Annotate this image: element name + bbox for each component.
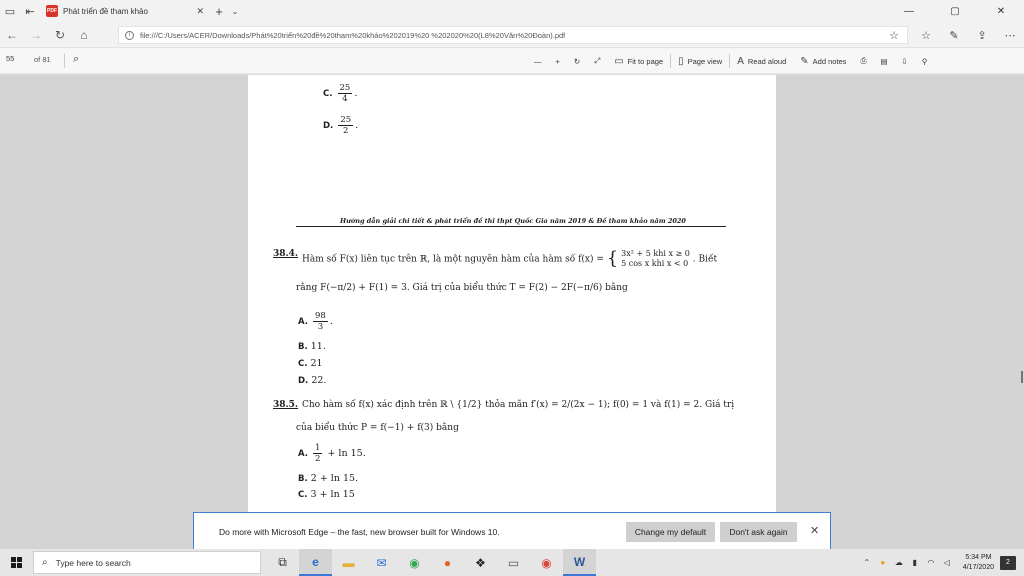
close-window-button[interactable]: ✕ bbox=[996, 5, 1006, 17]
option-label: B. bbox=[298, 342, 308, 352]
wifi-icon[interactable]: ◠ bbox=[927, 558, 935, 567]
page-view-icon: ▯ bbox=[678, 55, 684, 67]
pen-icon: ✎ bbox=[800, 55, 809, 67]
option-value: 2 + ln 15. bbox=[310, 473, 359, 484]
option-value: 11. bbox=[310, 341, 326, 352]
tab-close-icon[interactable]: ✕ bbox=[196, 5, 204, 16]
option-d: D. $\frac{25}{2}$ . bbox=[323, 115, 359, 136]
pdf-tools bbox=[527, 48, 934, 74]
page-view-button[interactable] bbox=[671, 48, 729, 74]
tab-title: Phát triển đề tham khảo bbox=[63, 6, 148, 16]
option-c bbox=[298, 489, 355, 500]
option-label: D. bbox=[323, 121, 334, 131]
clock-time: 5:34 PM bbox=[965, 553, 992, 561]
windows-icon bbox=[11, 557, 22, 568]
option-label: C. bbox=[298, 490, 308, 500]
search-placeholder: Type here to search bbox=[55, 557, 131, 568]
mail-icon[interactable]: ✉ bbox=[376, 555, 387, 570]
piece-1: 3x² + 5 khi x ≥ 0 bbox=[621, 249, 690, 258]
option-d bbox=[298, 375, 326, 386]
denominator: 4 bbox=[342, 94, 348, 104]
dont-ask-again-button[interactable]: Don't ask again bbox=[720, 522, 797, 542]
change-default-button[interactable]: Change my default bbox=[626, 522, 715, 542]
word-icon[interactable]: W bbox=[563, 549, 596, 576]
add-notes-button[interactable] bbox=[793, 48, 853, 74]
header-divider bbox=[296, 226, 726, 227]
option-label: B. bbox=[298, 474, 308, 484]
fit-page-icon: ▭ bbox=[614, 55, 624, 67]
question-number: 38.4. bbox=[273, 249, 299, 259]
numerator: 25 bbox=[340, 115, 352, 125]
numerator: 1 bbox=[315, 443, 321, 453]
save-as-icon[interactable]: ⇩ bbox=[901, 56, 908, 66]
address-bar bbox=[0, 22, 1024, 48]
notification-message: Do more with Microsoft Edge – the fast, new browser built for Windows 10. bbox=[219, 527, 500, 537]
pdf-viewport[interactable] bbox=[0, 75, 1024, 549]
option-a bbox=[298, 443, 366, 464]
window-controls bbox=[886, 0, 1024, 22]
minimize-button[interactable]: — bbox=[904, 5, 914, 17]
option-b bbox=[298, 341, 326, 352]
fraction bbox=[313, 443, 322, 464]
piece-2: 5 cos x khi x < 0 bbox=[621, 259, 689, 268]
piecewise bbox=[621, 249, 690, 269]
chevron-up-icon[interactable]: ⌃ bbox=[863, 558, 871, 567]
question-condition: của biểu thức P = f(−1) + f(3) bằng bbox=[296, 423, 459, 433]
question-condition: rằng F(−π/2) + F(1) = 3. Giá trị của biểu thức T = F(2) − 2F(−π/6) bằng bbox=[296, 283, 628, 293]
search-icon[interactable]: ⌕ bbox=[73, 53, 80, 65]
close-icon[interactable]: ✕ bbox=[810, 525, 820, 537]
denominator: 2 bbox=[343, 126, 349, 136]
file-explorer-icon[interactable]: ▬ bbox=[342, 555, 355, 570]
rotate-icon[interactable]: ↻ bbox=[573, 56, 581, 66]
favorites-icon[interactable]: ☆ bbox=[921, 29, 931, 42]
option-c: C. $\frac{25}{4}$ . bbox=[323, 83, 358, 104]
denominator: 3 bbox=[317, 322, 324, 332]
share-icon[interactable]: ⇪ bbox=[977, 29, 987, 42]
fit-to-page-label: Fit to page bbox=[627, 56, 664, 66]
pen-icon[interactable]: ✎ bbox=[949, 29, 959, 42]
question-text bbox=[302, 249, 717, 269]
option-c bbox=[298, 358, 323, 369]
address-bar-actions bbox=[912, 22, 1024, 48]
denominator: 2 bbox=[315, 454, 321, 464]
option-value: 3 + ln 15 bbox=[310, 489, 355, 500]
search-icon: ⌕ bbox=[42, 557, 48, 568]
option-b bbox=[298, 473, 358, 484]
numerator: 25 bbox=[339, 83, 351, 93]
read-aloud-label: Read aloud bbox=[747, 56, 787, 66]
app-tray-icon[interactable]: ● bbox=[880, 558, 886, 567]
read-aloud-button[interactable] bbox=[730, 48, 793, 74]
option-tail: + ln 15. bbox=[327, 448, 366, 459]
page-number-input[interactable]: 55 bbox=[6, 54, 15, 63]
option-label: C. bbox=[298, 359, 308, 369]
numerator: 98 bbox=[315, 311, 326, 321]
option-value: 21 bbox=[310, 358, 323, 369]
forward-button[interactable]: → bbox=[30, 27, 42, 42]
option-label: D. bbox=[298, 376, 309, 386]
dropbox-icon[interactable]: ❖ bbox=[475, 555, 486, 570]
chrome-icon[interactable]: ◉ bbox=[409, 555, 420, 570]
option-a: A. $\frac{98}{3}$ . bbox=[298, 311, 333, 332]
clock[interactable] bbox=[963, 553, 994, 573]
zoom-in-button[interactable]: + bbox=[555, 56, 560, 66]
notification-center-icon[interactable]: 2 bbox=[1000, 556, 1016, 570]
question-stem: Hàm số F(x) liên tục trên ℝ, là một nguyên hàm của hàm số f(x) = bbox=[302, 254, 604, 265]
tab-actions-icon[interactable]: ▭ bbox=[4, 5, 16, 18]
battery-icon[interactable]: ▮ bbox=[912, 558, 918, 567]
back-button[interactable]: ← bbox=[6, 27, 18, 42]
print-icon[interactable]: ⎙ bbox=[860, 56, 867, 65]
fraction bbox=[338, 83, 353, 104]
onedrive-icon[interactable]: ☁ bbox=[894, 558, 903, 567]
refresh-button[interactable]: ↻ bbox=[54, 27, 66, 42]
set-tabs-aside-icon[interactable]: ⇤ bbox=[25, 5, 35, 18]
more-icon[interactable]: ⋯ bbox=[1004, 29, 1016, 42]
title-bar bbox=[0, 0, 1024, 22]
page-header: Hướng dẫn giải chi tiết & phát triển đề thi thpt Quốc Gia năm 2019 & Đề tham khảo năm 2020 bbox=[340, 217, 686, 225]
question-text: Cho hàm số f(x) xác định trên ℝ \ {1/2} thỏa mãn f′(x) = 2/(2x − 1); f(0) = 1 và f(1) = 2. Giá trị bbox=[302, 400, 735, 410]
option-value: 22. bbox=[311, 375, 327, 386]
system-tray bbox=[861, 549, 1024, 576]
scrollbar-thumb[interactable] bbox=[1021, 371, 1023, 383]
task-view-icon[interactable]: ⧉ bbox=[278, 555, 287, 569]
fraction bbox=[338, 115, 353, 136]
edge-icon[interactable]: e bbox=[299, 549, 332, 576]
option-label: A. bbox=[298, 317, 308, 327]
app-icon[interactable]: ▭ bbox=[507, 555, 520, 570]
option-label: C. bbox=[323, 89, 333, 99]
page-view-label: Page view bbox=[687, 56, 723, 66]
clock-date: 4/17/2020 bbox=[962, 563, 994, 571]
chrome-alt-icon[interactable]: ◉ bbox=[541, 555, 552, 570]
taskbar-apps bbox=[266, 549, 596, 576]
tab-preview-chevron-icon[interactable]: ⌄ bbox=[231, 6, 239, 16]
pdf-toolbar bbox=[0, 48, 1024, 74]
question-stem-end: . Biết bbox=[692, 254, 718, 265]
toolbar-divider bbox=[64, 54, 65, 68]
save-icon[interactable]: ▤ bbox=[880, 56, 888, 66]
fit-to-page-button[interactable] bbox=[607, 48, 670, 74]
pdf-icon: PDF bbox=[46, 5, 58, 17]
volume-icon[interactable]: ◁ bbox=[943, 558, 950, 567]
pin-icon[interactable]: ⚲ bbox=[921, 56, 928, 66]
restore-button[interactable]: ▢ bbox=[950, 5, 960, 17]
taskbar bbox=[0, 549, 1024, 576]
pdf-page-current bbox=[248, 201, 776, 549]
zoom-out-button[interactable]: — bbox=[534, 56, 542, 66]
brace-icon: { bbox=[606, 248, 619, 269]
url-text: file:///C:/Users/ACER/Downloads/Phát%20triển%20đề%20tham%20khảo%202019%20 %202020%20(L8%20Văn%20Đoàn).pdf bbox=[140, 30, 566, 40]
info-icon[interactable]: i bbox=[125, 31, 134, 40]
start-button[interactable] bbox=[0, 549, 33, 576]
fullscreen-icon[interactable]: ⤢ bbox=[594, 56, 601, 65]
question-number: 38.5. bbox=[273, 400, 299, 410]
page-total: of 81 bbox=[34, 55, 51, 64]
fraction bbox=[313, 311, 328, 332]
favorite-star-icon[interactable]: ☆ bbox=[889, 30, 899, 42]
taskbar-search[interactable] bbox=[33, 551, 261, 574]
firefox-icon[interactable]: ● bbox=[443, 555, 452, 570]
add-notes-label: Add notes bbox=[812, 56, 847, 66]
new-tab-button[interactable]: + bbox=[215, 3, 223, 19]
home-button[interactable]: ⌂ bbox=[80, 27, 88, 42]
option-label: A. bbox=[298, 449, 308, 459]
tab-pdf[interactable] bbox=[40, 0, 210, 22]
default-browser-notification bbox=[193, 512, 831, 550]
read-aloud-icon: A bbox=[737, 55, 744, 67]
url-field[interactable] bbox=[118, 26, 908, 44]
